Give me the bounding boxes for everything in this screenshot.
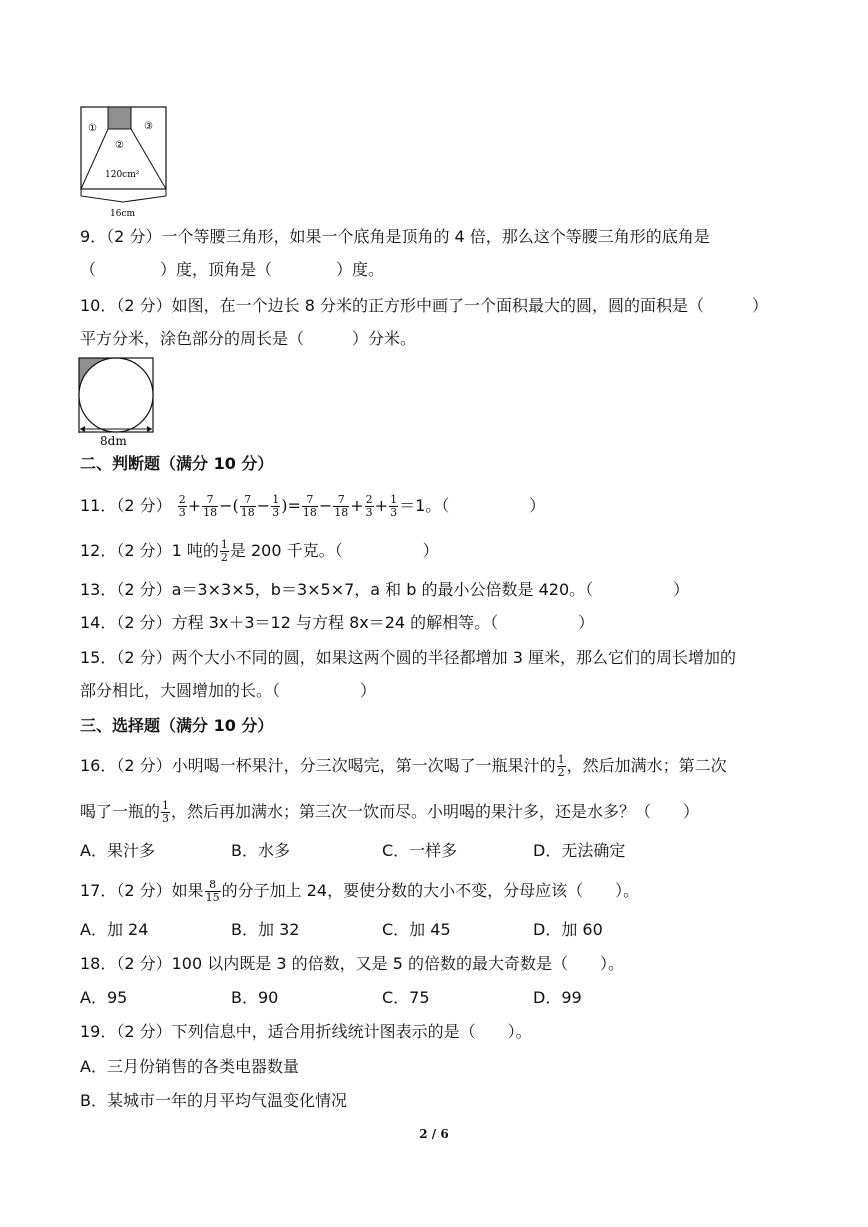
q18-option-b[interactable]: B．90	[231, 988, 279, 1007]
q18-option-a[interactable]: A．95	[80, 988, 128, 1007]
page-number: 2 / 6	[419, 1127, 449, 1141]
q19-option-b[interactable]: B．某城市一年的月平均气温变化情况	[80, 1091, 347, 1110]
q11-tail: ＝1。（ ）	[399, 496, 546, 515]
q11-line: 11．（2 分） $\frac{2}{3}$ + $\frac{7}{18}$ −( $\frac{7}{18}$ − $\frac{1}{3}$ )= $\frac{7}{18}$ − $\frac{7}{18}$ + $\frac{2}{3}$ + $\frac{1}{3}$ ＝1。（ ）	[80, 493, 546, 519]
section-choice-heading: 三、选择题（满分 10 分）	[80, 716, 274, 735]
q10-line2: 平方分米，涂色部分的周长是（ ）分米。	[80, 329, 417, 348]
q16-option-d[interactable]: D．无法确定	[533, 841, 626, 860]
q17-option-d[interactable]: D．加 60	[533, 920, 603, 939]
width-label: 16cm	[110, 209, 136, 219]
trapezoid-figure	[78, 104, 178, 219]
region-2-label: ②	[115, 140, 124, 151]
section-judge-heading: 二、判断题（满分 10 分）	[80, 454, 274, 473]
q16-line1: 16．（2 分）小明喝一杯果汁，分三次喝完，第一次喝了一瓶果汁的 $\frac{1}{2}$ ，然后加满水；第二次	[80, 753, 727, 779]
q15-line2: 部分相比，大圆增加的长。（ ）	[80, 681, 377, 700]
q17-option-a[interactable]: A．加 24	[80, 920, 149, 939]
q16-option-b[interactable]: B．水多	[231, 841, 290, 860]
q9-line1: 9．（2 分）一个等腰三角形，如果一个底角是顶角的 4 倍，那么这个等腰三角形的底角是	[80, 227, 710, 246]
region-3-label: ③	[144, 121, 153, 132]
q13-line: 13．（2 分）a＝3×3×5，b＝3×5×7，a 和 b 的最小公倍数是 420。（ ）	[80, 580, 690, 599]
q17-option-b[interactable]: B．加 32	[231, 920, 300, 939]
q17-option-c[interactable]: C．加 45	[382, 920, 451, 939]
area-label: 120cm²	[105, 170, 140, 180]
region-1-label: ①	[88, 123, 97, 134]
q9-line2: （ ）度，顶角是（ ）度。	[80, 260, 385, 279]
q19-line: 19．（2 分）下列信息中，适合用折线统计图表示的是（ ）。	[80, 1022, 532, 1041]
square-circle-figure	[76, 355, 158, 447]
q18-option-d[interactable]: D．99	[533, 988, 582, 1007]
side-length-label: 8dm	[100, 434, 127, 447]
q10-line1: 10．（2 分）如图，在一个边长 8 分米的正方形中画了一个面积最大的圆，圆的面积是（ ）	[80, 296, 768, 315]
q19-option-a[interactable]: A．三月份销售的各类电器数量	[80, 1057, 299, 1076]
q16-line2: 喝了一瓶的 $\frac{1}{3}$ ，然后再加满水；第三次一饮而尽。小明喝的果汁多，还是水多？（ ）	[80, 799, 700, 825]
q18-line: 18．（2 分）100 以内既是 3 的倍数，又是 5 的倍数的最大奇数是（ ）。	[80, 954, 624, 973]
q11-prefix: 11．（2 分）	[80, 496, 172, 515]
q15-line1: 15．（2 分）两个大小不同的圆，如果这两个圆的半径都增加 3 厘米，那么它们的周长增加的	[80, 648, 736, 667]
q16-option-a[interactable]: A．果汁多	[80, 841, 155, 860]
q12-line: 12．（2 分）1 吨的 $\frac{1}{2}$ 是 200 千克。（ ）	[80, 538, 439, 564]
q14-line: 14．（2 分）方程 3x＋3＝12 与方程 8x＝24 的解相等。（ ）	[80, 613, 595, 632]
q17-line: 17．（2 分）如果 $\frac{8}{15}$ 的分子加上 24，要使分数的大小不变，分母应该（ ）。	[80, 878, 640, 904]
q18-option-c[interactable]: C．75	[382, 988, 430, 1007]
q16-option-c[interactable]: C．一样多	[382, 841, 458, 860]
